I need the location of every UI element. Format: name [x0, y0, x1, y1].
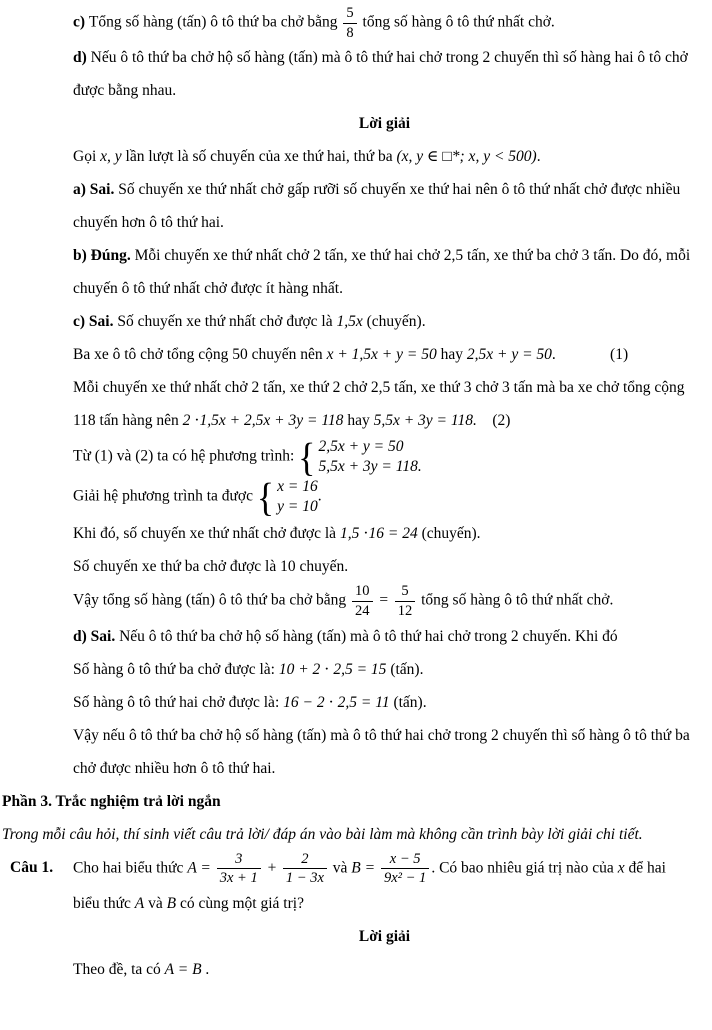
fraction	[379, 851, 431, 887]
text-run: (tấn).	[386, 660, 424, 678]
fraction	[341, 5, 358, 41]
q1-solution-start	[73, 953, 696, 986]
equation-1	[73, 338, 696, 371]
math-run: 1,5x	[336, 313, 363, 331]
math-run: =	[374, 592, 393, 610]
math-run: x + 1,5x + y = 50	[326, 346, 437, 364]
text-run: Vậy tổng số hàng (tấn) ô tô thứ ba chở bằng	[73, 592, 351, 610]
fraction-numerator: x − 5	[381, 851, 429, 870]
final-conclusion-d	[73, 719, 696, 785]
math-run: 2,5x + y = 50	[466, 346, 552, 364]
fraction-denominator: 24	[355, 603, 370, 620]
math-run: x, y	[100, 148, 122, 166]
bold-run: b) Đúng.	[73, 247, 131, 265]
text-run: . Có bao nhiêu giá trị nào của	[431, 859, 618, 877]
math-run: 2 ⋅1,5x + 2,5x + 3y = 118	[182, 412, 344, 430]
bold-run: d)	[73, 49, 91, 67]
fraction-denominator: 9x² − 1	[383, 870, 427, 887]
fraction-denominator: 12	[397, 603, 413, 620]
text-run: lần lượt là số chuyến của xe thứ hai, thứ ba	[121, 148, 397, 166]
text-run: . (1)	[551, 346, 629, 364]
equation-system	[256, 474, 318, 520]
bold-run: c)	[73, 13, 89, 31]
text-run: tổng số hàng ô tô thứ nhất chở.	[358, 13, 555, 31]
text-run: .	[536, 148, 541, 166]
fraction-numerator: 10	[352, 583, 373, 602]
trips-third-truck	[73, 550, 696, 583]
fraction-denominator: 1 − 3x	[285, 870, 324, 887]
bold-run: d) Sai.	[73, 627, 116, 645]
trips-first-truck	[73, 517, 696, 550]
text-run: (chuyến).	[362, 313, 426, 331]
equation-2	[73, 371, 696, 437]
fraction-numerator: 5	[343, 5, 356, 24]
math-run: B	[166, 895, 177, 913]
variable-definition	[73, 140, 696, 173]
statement-c	[73, 5, 696, 41]
statement-d	[73, 41, 696, 107]
text-run: (chuyến).	[417, 525, 481, 543]
text-run: và	[144, 895, 167, 913]
math-run: 5,5x + 3y = 118.	[373, 412, 477, 430]
system-equation: 5,5x + 3y = 118.	[318, 458, 422, 476]
text-run: và	[328, 859, 352, 877]
fraction-denominator: 8	[346, 24, 354, 41]
math-run: A =	[187, 859, 215, 877]
system-brace: {	[298, 434, 316, 480]
ratio-conclusion	[73, 583, 696, 619]
system-equation: y = 10	[277, 498, 318, 516]
text-run: biểu thức	[73, 895, 135, 913]
text-run: Số hàng ô tô thứ ba chở được là:	[73, 660, 279, 678]
part3-note	[2, 818, 696, 851]
text-run: tổng số hàng ô tô thứ nhất chở.	[417, 592, 614, 610]
bold-run: a) Sai.	[73, 181, 115, 199]
text-run: Số chuyến xe thứ nhất chở gấp rưỡi số chuyến xe thứ hai nên ô tô thứ nhất chở được nhiều chuyến hơn ô tô thứ hai.	[73, 181, 681, 232]
text-run: .	[317, 487, 322, 505]
text-run: Ba xe ô tô chở tổng cộng 50 chuyến nên	[73, 346, 327, 364]
bold-run: Lời giải	[358, 928, 411, 946]
text-run: Nếu ô tô thứ ba chở hộ số hàng (tấn) mà ô tô thứ hai chở trong 2 chuyến thì số hàng hai ô tô chở được bằng nhau.	[73, 49, 688, 100]
fraction-numerator: 5	[395, 583, 416, 602]
part3-heading	[2, 785, 696, 818]
text-run: Khi đó, số chuyến xe thứ nhất chở được là	[73, 525, 340, 543]
bold-run: Lời giải	[358, 115, 411, 133]
system-equation: 2,5x + y = 50	[318, 438, 404, 456]
text-run: Giải hệ phương trình ta được	[73, 487, 257, 505]
bold-run: c) Sai.	[73, 313, 114, 331]
math-run: x	[617, 859, 625, 877]
text-run: Mỗi chuyến xe thứ nhất chở 2 tấn, xe thứ 2 chở 2,5 tấn, xe thứ 3 chở 3 tấn mà ba xe chở tổng cộng 118 tấn hàng nên	[73, 379, 685, 430]
answer-d	[73, 620, 696, 653]
italic-run: Trong mỗi câu hỏi, thí sinh viết câu trả lời/ đáp án vào bài làm mà không cần trình bày lời giải chi tiết.	[2, 825, 643, 843]
fraction-denominator: 3x + 1	[219, 870, 258, 887]
third-truck-load	[73, 653, 696, 686]
math-run: 10 + 2 ⋅ 2,5 = 15	[278, 660, 387, 678]
question-label: Câu 1.	[10, 858, 54, 876]
answer-c	[73, 305, 696, 338]
text-run: (2)	[476, 412, 511, 430]
text-run: có cùng một giá trị?	[176, 895, 304, 913]
system-combined	[73, 434, 696, 480]
system-lines	[318, 437, 421, 477]
equation-system	[298, 434, 422, 480]
math-run: A = B	[164, 961, 202, 979]
math-run: +	[262, 859, 281, 877]
text-run: Theo đề, ta có	[73, 961, 165, 979]
question-1-line2	[73, 887, 696, 920]
text-run: để hai	[624, 859, 666, 877]
math-run: A	[134, 895, 145, 913]
text-run: Số hàng ô tô thứ hai chở được là:	[73, 693, 284, 711]
math-run: 1,5 ⋅16 = 24	[339, 525, 418, 543]
text-run: hay	[343, 412, 374, 430]
system-equation: x = 16	[277, 478, 318, 496]
math-run: (x, y ∈ □*; x, y < 500)	[396, 148, 537, 166]
text-run: Mỗi chuyến xe thứ nhất chở 2 tấn, xe thứ hai chở 2,5 tấn, xe thứ ba chở 3 tấn. Do đó, mỗi chuyến ô tô thứ nhất chở được ít hàng nhất.	[73, 247, 691, 298]
fraction-numerator: 2	[283, 851, 327, 870]
math-run: 16 − 2 ⋅ 2,5 = 11	[283, 693, 390, 711]
fraction	[393, 583, 418, 619]
solution-heading-q1	[73, 920, 696, 953]
answer-b	[73, 239, 696, 305]
text-run: .	[201, 961, 210, 979]
text-run: Nếu ô tô thứ ba chở hộ số hàng (tấn) mà ô tô thứ hai chở trong 2 chuyến. Khi đó	[115, 627, 618, 645]
second-truck-load	[73, 686, 696, 719]
text-run: (tấn).	[389, 693, 427, 711]
text-run: Gọi	[73, 148, 101, 166]
fraction	[215, 851, 263, 887]
text-run: Tổng số hàng (tấn) ô tô thứ ba chở bằng	[88, 13, 342, 31]
math-run: B =	[351, 859, 379, 877]
system-brace: {	[256, 474, 275, 520]
fraction	[350, 583, 375, 619]
bold-run: Phần 3. Trắc nghiệm trả lời ngắn	[2, 792, 221, 810]
text-run: Số chuyến xe thứ ba chở được là 10 chuyến.	[73, 558, 349, 576]
text-run: Số chuyến xe thứ nhất chở được là	[113, 313, 337, 331]
system-solution	[73, 474, 696, 520]
question-1	[10, 851, 696, 887]
system-lines	[277, 477, 318, 517]
answer-a	[73, 173, 696, 239]
fraction	[281, 851, 329, 887]
fraction-numerator: 3	[217, 851, 261, 870]
text-run: Cho hai biểu thức	[73, 859, 188, 877]
text-run: Từ (1) và (2) ta có hệ phương trình:	[73, 447, 299, 465]
text-run: hay	[436, 346, 467, 364]
text-run: Vậy nếu ô tô thứ ba chở hộ số hàng (tấn) mà ô tô thứ hai chở trong 2 chuyến thì số hàng ô tô thứ ba chở được nhiều hơn ô tô thứ hai.	[73, 726, 690, 777]
solution-heading	[73, 107, 696, 140]
